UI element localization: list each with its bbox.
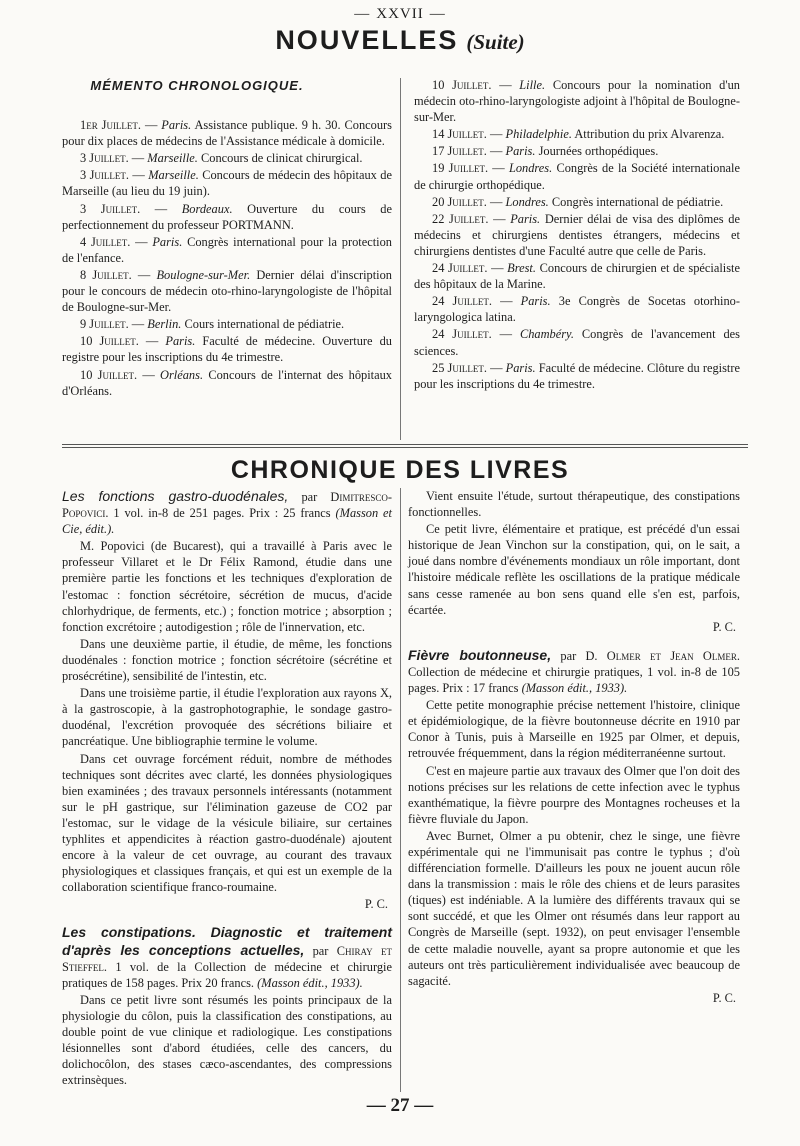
memento-entry: 9 Juillet. — Berlin. Cours international de pédiatrie. [80,317,345,332]
review-paragraph: Avec Burnet, Olmer a pu obtenir, chez le singe, une fièvre expérimentale qui ne l'immunisait pas contre le typhus ; d'où différenciation formelle. D'ailleurs les poux ne jouent aucun rôle dans la transmission : mais le rôle des chiens et de leurs parasites (tiques) est indéniable. A la lumière des différents travaux qui se sont succédé, et que les Olmer ont résumés dans leur rapport au Congrès de Marseille (sept. 1932), on peut envisager l'ensemble de cette maladie nouvelle, ayant sa propre autonomie et que les auteurs ont très particulièrement individualisée avec beaucoup de sagacité. [408,828,740,988]
entry-date: 3 Juillet. [80,201,141,216]
entry-place: Lille. [519,78,546,92]
entry-place: Paris. [520,294,551,309]
book-publisher: (Masson édit., 1933). [257,975,363,990]
entry-text: Dernier délai d'inscription pour le concours de médecin oto-rhino-laryngologiste de l'hôpital de Boulogne-sur-Mer. [62,267,392,315]
review-paragraph: C'est en majeure partie aux travaux des Olmer que l'on doit des notions précises sur les relations de cette infection avec le typhus exanthématique, la fièvre pourpre des Montagnes rocheuses et la fièvre fluviale du Japon. [408,763,740,826]
book-details: Collection de médecine et chirurgie pratiques, 1 vol. in-8 de 105 pages. Prix : 17 francs [408,664,740,696]
memento-column-divider [400,78,401,440]
entry-date: 24 Juillet. [432,294,492,309]
entry-date: 24 Juillet. [432,261,488,276]
entry-date: 17 Juillet. [432,144,487,159]
memento-entry: 10 Juillet. — Orléans. Concours de l'internat des hôpitaux d'Orléans. [62,367,392,398]
entry-place: Marseille. [148,168,199,183]
entry-place: Bordeaux. [181,201,233,216]
entry-text: Dernier délai de visa des diplômes de médecins et chirurgiens dentistes étrangers, médecins et chirurgiens dentistes d'une Faculté autre que celle de Paris. [414,211,740,258]
entry-date: 9 Juillet. [80,317,129,332]
entry-date: 3 Juillet. [80,151,129,166]
memento-entry: 10 Juillet. — Lille. Concours pour la nomination d'un médecin oto-rhino-laryngologiste adjoint à l'hôpital de Boulogne-sur-Mer. [414,78,740,125]
entry-text: Congrès international pour la protection de l'enfance. [62,234,392,265]
entry-place: Orléans. [160,367,204,382]
entry-text: Faculté de médecine. Clôture du registre pour les inscriptions du 4e trimestre. [414,360,740,391]
review-paragraph: Dans une deuxième partie, il étudie, de même, les fonctions duodénales : fonction motrice ; fonction sécrétoire (sécrétine et prosécrétine), sensibilité de l'intestin, etc. [62,636,392,684]
roman-page-number: — XXVII — [354,6,446,22]
book-authors: Dimitresco-Popovici. [62,490,392,521]
book-heading [62,488,392,537]
entry-text: Congrès de la Société internationale de chirurgie orthopédique. [414,161,740,192]
entry-text: Faculté de médecine. Ouverture du registre pour les inscriptions du 4e trimestre. [62,334,392,365]
memento-entry: 4 Juillet. — Paris. Congrès international pour la protection de l'enfance. [62,234,392,265]
entry-text: Assistance publique. 9 h. 30. Concours pour dix places de médecins de l'Assistance médicale à domicile. [62,118,392,149]
book-by: par [560,648,577,663]
review-signature: P. C. [712,619,736,634]
entry-date: 4 Juillet. [80,234,131,249]
review-paragraph: M. Popovici (de Bucarest), qui a travaillé à Paris avec le professeur Villaret et le Dr Félix Ramond, étudie dans une première partie les fonctions et les techniques d'exploration de l'estomac : fonction sécrétoire, sécrétion de mucus, d'acide chlorhydrique, de ferments, etc.) ; fonction motrice ; absorption ; fonction excrétoire ; autodigestion ; rôle de l'innervation, etc. [62,539,392,634]
memento-entry: 1er Juillet. — Paris. Assistance publique. 9 h. 30. Concours pour dix places de médecins de l'Assistance médicale à domicile. [62,118,392,149]
entry-place: Berlin. [147,317,182,332]
entry-date: 24 Juillet. [432,327,492,342]
memento-left-column [62,78,392,400]
entry-date: 1er Juillet. [80,118,142,133]
memento-entry: 25 Juillet. — Paris. Faculté de médecine. Clôture du registre pour les inscriptions du 4e trimestre. [414,360,740,391]
entry-place: Paris. [505,360,536,375]
review-paragraph: Dans une troisième partie, il étudie l'exploration aux rayons X, à la gastroscopie, à la gastrophotographie, le sondage gastro-duodénal, l'excrétion provoquée des sécrétions biliaire et pancréatique. Une bibliographie termine le volume. [62,686,392,749]
entry-date: 10 Juillet. [432,78,492,92]
review-paragraph: Dans cet ouvrage forcément réduit, nombre de méthodes techniques sont décrites avec clarté, les données physiologiques bien examinées ; des travaux personnels intéressants (notamment sur le pH gastrique, sur l'élimination gazeuse de CO2 par l'estomac, sur le vidage de la vésicule biliaire, sur certaines typhlites et appendicites à réaction gastro-duodénale) ajoutent encore à la valeur de cet ouvrage, au courant des travaux physiologiques et classiques français, et qui est un exemple de la collaboration scientifique franco-roumaine. [62,751,392,895]
entry-place: Paris. [505,144,536,159]
entry-date: 22 Juillet. [432,211,489,226]
book-heading [408,647,740,696]
entry-place: Boulogne-sur-Mer. [156,267,251,282]
memento-right-column [414,77,740,393]
memento-entry: 8 Juillet. — Boulogne-sur-Mer. Dernier délai d'inscription pour le concours de médecin oto-rhino-laryngologiste de l'hôpital de Boulogne-sur-Mer. [62,267,392,315]
memento-entry: 24 Juillet. — Brest. Concours de chirurgien et de spécialiste des hôpitaux de la Marine. [414,261,740,292]
book-title: Fièvre boutonneuse, [408,646,552,663]
entry-place: Londres. [505,194,549,209]
section-title-nouvelles: NOUVELLES (Suite) [275,25,525,55]
memento-entry: 3 Juillet. — Bordeaux. Ouverture du cours de perfectionnement du professeur PORTMANN. [62,201,392,232]
memento-entry: 3 Juillet. — Marseille. Concours de clinicat chirurgical. [80,151,363,166]
entry-text: Attribution du prix Alvarenza. [574,127,725,142]
memento-entry: 17 Juillet. — Paris. Journées orthopédiques. [432,144,659,159]
memento-entry: 19 Juillet. — Londres. Congrès de la Société internationale de chirurgie orthopédique. [414,161,740,192]
entry-date: 20 Juillet. [432,194,487,209]
review-paragraph: Ce petit livre, élémentaire et pratique, est précédé d'un essai historique de Jean Vinchon sur la constipation, qui, on le sait, a joué dans nombre d'événements mondiaux un rôle important, dont l'histoire médicale reflète les oscillations de la pratique médicale sans cesse ramenée au bon sens quand elle s'en est, parfois, écartée. [408,522,740,617]
memento-entry: 3 Juillet. — Marseille. Concours de médecin des hôpitaux de Marseille (au lieu du 19 juin). [62,168,392,199]
entry-text: Concours pour la nomination d'un médecin oto-rhino-laryngologiste adjoint à l'hôpital de Boulogne-sur-Mer. [414,78,740,125]
review-signature: P. C. [364,897,388,912]
book-heading [62,924,392,990]
entry-date: 14 Juillet. [432,127,487,142]
book-authors: D. Olmer et Jean Olmer. [585,648,740,663]
entry-place: Marseille. [147,151,198,166]
memento-entry: 24 Juillet. — Chambéry. Congrès de l'avancement des sciences. [414,327,740,358]
entry-place: Philadelphie. [505,127,572,142]
entry-place: Londres. [508,161,553,176]
entry-text: Concours de chirurgien et de spécialiste des hôpitaux de la Marine. [414,261,740,292]
section-divider-2 [62,447,748,448]
book-by: par [301,490,318,504]
entry-place: Paris. [161,118,192,133]
review-paragraph: Vient ensuite l'étude, surtout thérapeutique, des constipations fonctionnelles. [408,489,740,520]
entry-date: 10 Juillet. [80,334,139,349]
section-divider [62,444,748,445]
review-paragraph: Dans ce petit livre sont résumés les points principaux de la physiologie du côlon, puis la classification des constipations, au double point de vue clinique et radiologique. Les constipations lésionnelles sont d'abord étudiées, celle des cancers, du dolichocôlon, des stases cæco-ascendantes, des compressions extrinsèques. [62,992,392,1088]
book-by: par [312,943,329,958]
entry-place: Paris. [510,211,541,226]
entry-text: Ouverture du cours de perfectionnement du professeur PORTMANN. [62,201,392,232]
entry-date: 25 Juillet. [432,360,487,375]
memento-entry: 20 Juillet. — Londres. Congrès international de pédiatrie. [432,194,724,209]
memento-title: MÉMENTO CHRONOLOGIQUE. [90,78,304,93]
book-authors: Chiray et Stieffel. [62,943,392,974]
entry-date: 19 Juillet. [432,161,489,176]
chronique-left-column [62,488,392,1089]
entry-place: Brest. [507,261,536,276]
entry-place: Chambéry. [519,327,574,342]
entry-text: Concours de médecin des hôpitaux de Marseille (au lieu du 19 juin). [62,168,392,199]
chronique-title: CHRONIQUE DES LIVRES [230,456,570,484]
entry-text: 3e Congrès de Socetas otorhino-laryngologica latina. [414,294,740,325]
book-publisher: (Masson édit., 1933). [521,681,628,696]
memento-entry: 14 Juillet. — Philadelphie. Attribution du prix Alvarenza. [432,127,725,142]
memento-entry: 24 Juillet. — Paris. 3e Congrès de Socetas otorhino-laryngologica latina. [414,294,740,325]
memento-entry: 22 Juillet. — Paris. Dernier délai de visa des diplômes de médecins et chirurgiens dentistes étrangers, médecins et chirurgiens dentistes d'une Faculté autre que celle de Paris. [414,211,740,258]
review-signature: P. C. [712,990,736,1005]
entry-text: Concours de l'internat des hôpitaux d'Orléans. [62,367,392,398]
page-number: — 27 — [366,1095,434,1116]
book-publisher: (Masson et Cie, édit.). [62,506,392,537]
entry-text: Congrès international de pédiatrie. [551,194,724,209]
entry-text: Journées orthopédiques. [538,144,659,159]
book-details: 1 vol. in-8 de 251 pages. Prix : 25 francs [113,506,331,521]
entry-place: Paris. [152,234,183,249]
book-title: Les fonctions gastro-duodénales, [62,488,289,504]
memento-entry: 10 Juillet. — Paris. Faculté de médecine. Ouverture du registre pour les inscriptions du 4e trimestre. [62,334,392,365]
entry-date: 3 Juillet. [80,168,130,183]
entry-date: 8 Juillet. [80,267,132,282]
book-title: Les constipations. Diagnostic et traitement d'après les conceptions actuelles, [62,924,392,958]
entry-text: Concours de clinicat chirurgical. [201,151,363,166]
entry-place: Paris. [165,334,196,349]
entry-date: 10 Juillet. [80,367,138,382]
entry-text: Congrès de l'avancement des sciences. [414,327,740,358]
chronique-right-column [408,488,740,1007]
chronique-column-divider [400,488,401,1092]
entry-text: Cours international de pédiatrie. [184,317,345,332]
book-details: 1 vol. de la Collection de médecine et chirurgie pratiques de 158 pages. Prix 20 francs. [62,959,392,990]
review-paragraph: Cette petite monographie précise nettement l'histoire, clinique et épidémiologique, de la fièvre boutonneuse décrite en 1910 par Conor à Tunis, puis à Marseille en 1925 par Olmer, et depuis, retrouvée fréquemment, dans la région méditerranéenne surtout. [408,698,740,761]
